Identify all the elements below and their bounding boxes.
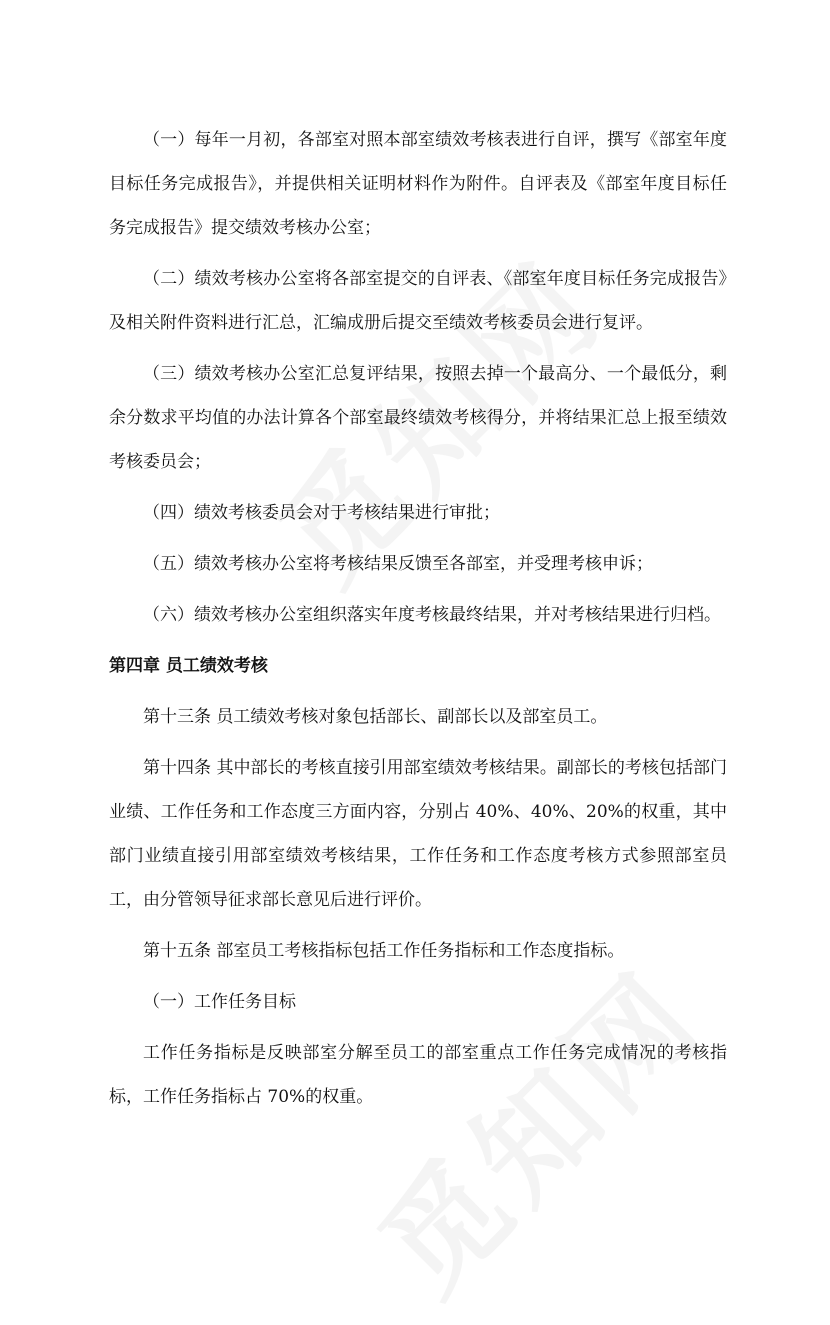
paragraph: 第十四条 其中部长的考核直接引用部室绩效考核结果。副部长的考核包括部门业绩、工作任务和工作态度三方面内容，分别占 40%、40%、20%的权重，其中部门业绩直接引用部室绩效考核结果，工作任务和工作态度考核方式参照部室员工，由分管领导征求部长意见后进行评价。: [109, 758, 727, 910]
paragraph: 第十五条 部室员工考核指标包括工作任务指标和工作态度指标。: [143, 941, 625, 961]
paragraph: （二）绩效考核办公室将各部室提交的自评表、《部室年度目标任务完成报告》及相关附件资料进行汇总，汇编成册后提交至绩效考核委员会进行复评。: [109, 269, 727, 333]
document-body: [109, 118, 727, 1126]
chapter-title: 第四章 员工绩效考核: [109, 656, 268, 676]
paragraph: （三）绩效考核办公室汇总复评结果，按照去掉一个最高分、一个最低分，剩余分数求平均值的办法计算各个部室最终绩效考核得分，并将结果汇总上报至绩效考核委员会；: [109, 364, 727, 472]
paragraph: 第十三条 员工绩效考核对象包括部长、副部长以及部室员工。: [143, 707, 608, 727]
paragraph: （一）工作任务目标: [143, 992, 296, 1012]
paragraph: （一）每年一月初，各部室对照本部室绩效考核表进行自评，撰写《部室年度目标任务完成报告》，并提供相关证明材料作为附件。自评表及《部室年度目标任务完成报告》提交绩效考核办公室；: [109, 130, 727, 238]
paragraph: （六）绩效考核办公室组织落实年度考核最终结果，并对考核结果进行归档。: [143, 605, 721, 625]
paragraph: 工作任务指标是反映部室分解至员工的部室重点工作任务完成情况的考核指标，工作任务指标占 70%的权重。: [109, 1043, 727, 1107]
paragraph: （五）绩效考核办公室将考核结果反馈至各部室，并受理考核申诉；: [143, 554, 653, 574]
paragraph: （四）绩效考核委员会对于考核结果进行审批；: [143, 503, 500, 523]
